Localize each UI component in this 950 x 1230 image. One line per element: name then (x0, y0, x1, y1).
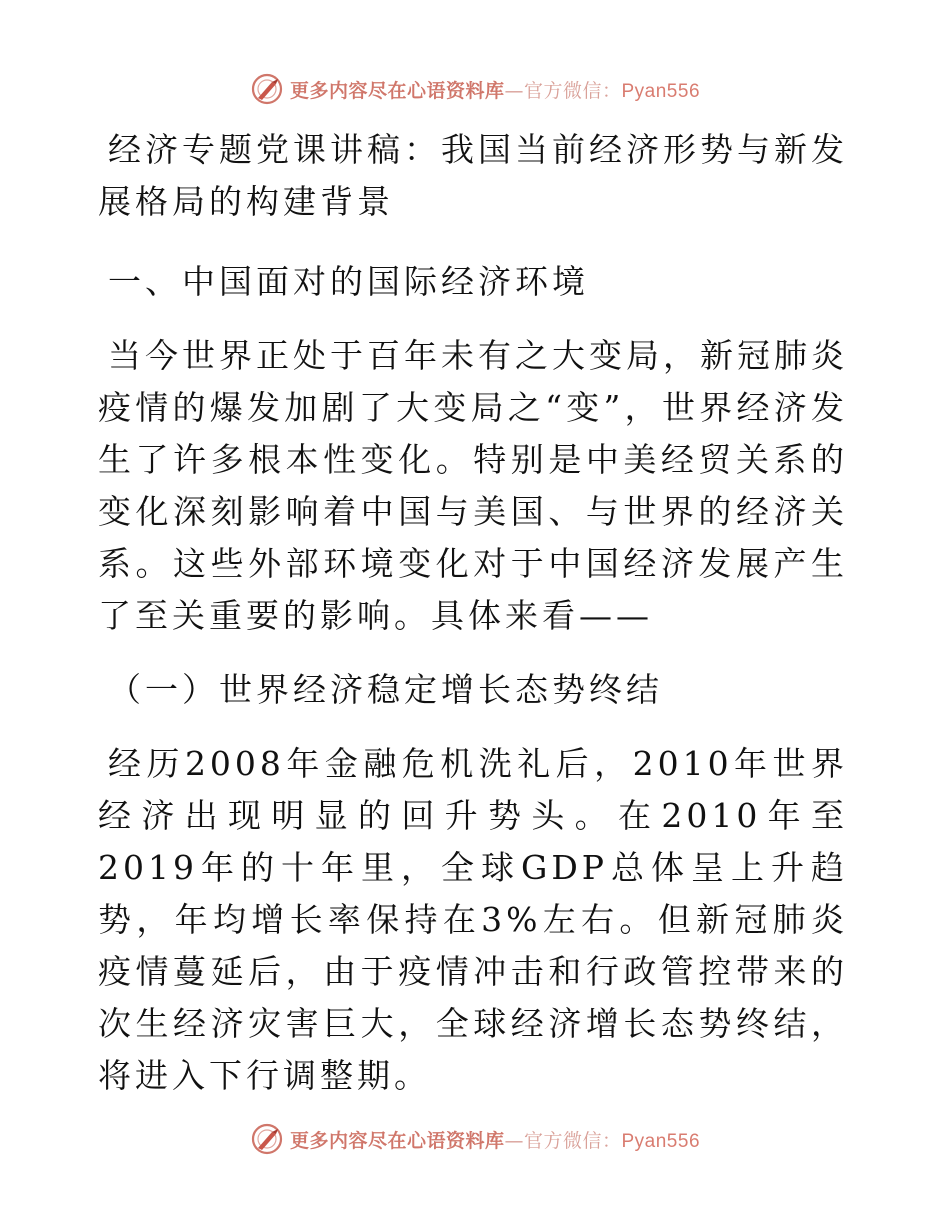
document-title: 经济专题党课讲稿：我国当前经济形势与新发展格局的构建背景 (98, 130, 848, 221)
watermark-header (0, 72, 950, 106)
pen-logo-icon (250, 72, 284, 106)
section-heading: 一、中国面对的国际经济环境 (108, 262, 589, 301)
pen-logo-icon (250, 1122, 284, 1156)
paragraph: 当今世界正处于百年未有之大变局，新冠肺炎疫情的爆发加剧了大变局之“变”，世界经济发生了许多根本性变化。特别是中美经贸关系的变化深刻影响着中国与美国、与世界的经济关系。这些外部环境变化对于中国经济发展产生了至关重要的影响。具体来看—— (98, 336, 848, 635)
paragraph: 经历2008年金融危机洗礼后，2010年世界经济出现明显的回升势头。在2010年至2019年的十年里，全球GDP总体呈上升趋势，年均增长率保持在3%左右。但新冠肺炎疫情蔓延后，由于疫情冲击和行政管控带来的次生经济灾害巨大，全球经济增长态势终结，将进入下行调整期。 (98, 744, 848, 1095)
document-body (98, 124, 848, 1124)
watermark-text: 更多内容尽在心语资料库—官方微信：Pyan556 (289, 1129, 701, 1152)
watermark-text: 更多内容尽在心语资料库—官方微信：Pyan556 (289, 79, 701, 102)
subsection-heading: （一）世界经济稳定增长态势终结 (108, 670, 663, 709)
watermark-footer (0, 1122, 950, 1156)
